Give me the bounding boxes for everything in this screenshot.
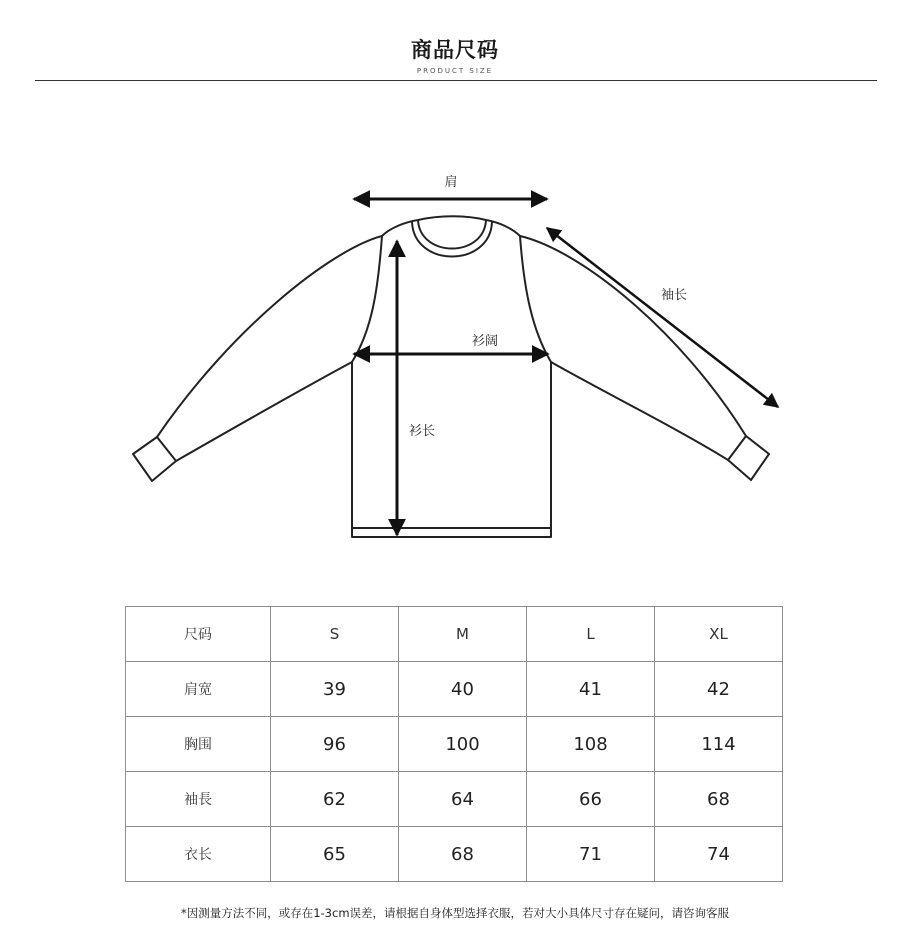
table-cell: 100 (399, 717, 527, 772)
table-cell: 114 (655, 717, 783, 772)
table-cell: 62 (271, 772, 399, 827)
table-cell: 65 (271, 827, 399, 882)
table-cell: 42 (655, 662, 783, 717)
table-cell: 68 (399, 827, 527, 882)
table-cell: 108 (527, 717, 655, 772)
size-header-xl: XL (655, 607, 783, 662)
table-cell: 39 (271, 662, 399, 717)
page-subtitle: PRODUCT SIZE (416, 67, 494, 75)
table-cell: 40 (399, 662, 527, 717)
size-header-s: S (271, 607, 399, 662)
row-label: 袖長 (126, 772, 271, 827)
table-header-row (126, 607, 783, 662)
table-cell: 74 (655, 827, 783, 882)
size-header-m: M (399, 607, 527, 662)
sweater-outline (133, 216, 769, 537)
shoulder-label: 肩 (444, 175, 458, 190)
table-cell: 66 (527, 772, 655, 827)
size-chart-table (125, 606, 783, 882)
size-header-l: L (527, 607, 655, 662)
sleeve-label: 袖长 (660, 288, 688, 303)
chest-label: 衫阔 (471, 334, 499, 349)
table-cell: 71 (527, 827, 655, 882)
table-row (126, 827, 783, 882)
table-row (126, 772, 783, 827)
length-label: 衫长 (408, 424, 436, 439)
table-row (126, 717, 783, 772)
sleeve-arrow (547, 228, 778, 407)
row-label: 衣长 (126, 827, 271, 882)
size-corner-cell: 尺码 (126, 607, 271, 662)
table-row (126, 662, 783, 717)
measurement-note: *因测量方法不同，或存在1-3cm误差，请根据自身体型选择衣服，若对大小具体尺寸存在疑问，请咨询客服 (180, 906, 730, 920)
page-title: 商品尺码 (411, 38, 499, 62)
row-label: 肩宽 (126, 662, 271, 717)
table-cell: 96 (271, 717, 399, 772)
table-cell: 64 (399, 772, 527, 827)
row-label: 胸围 (126, 717, 271, 772)
table-cell: 41 (527, 662, 655, 717)
table-cell: 68 (655, 772, 783, 827)
